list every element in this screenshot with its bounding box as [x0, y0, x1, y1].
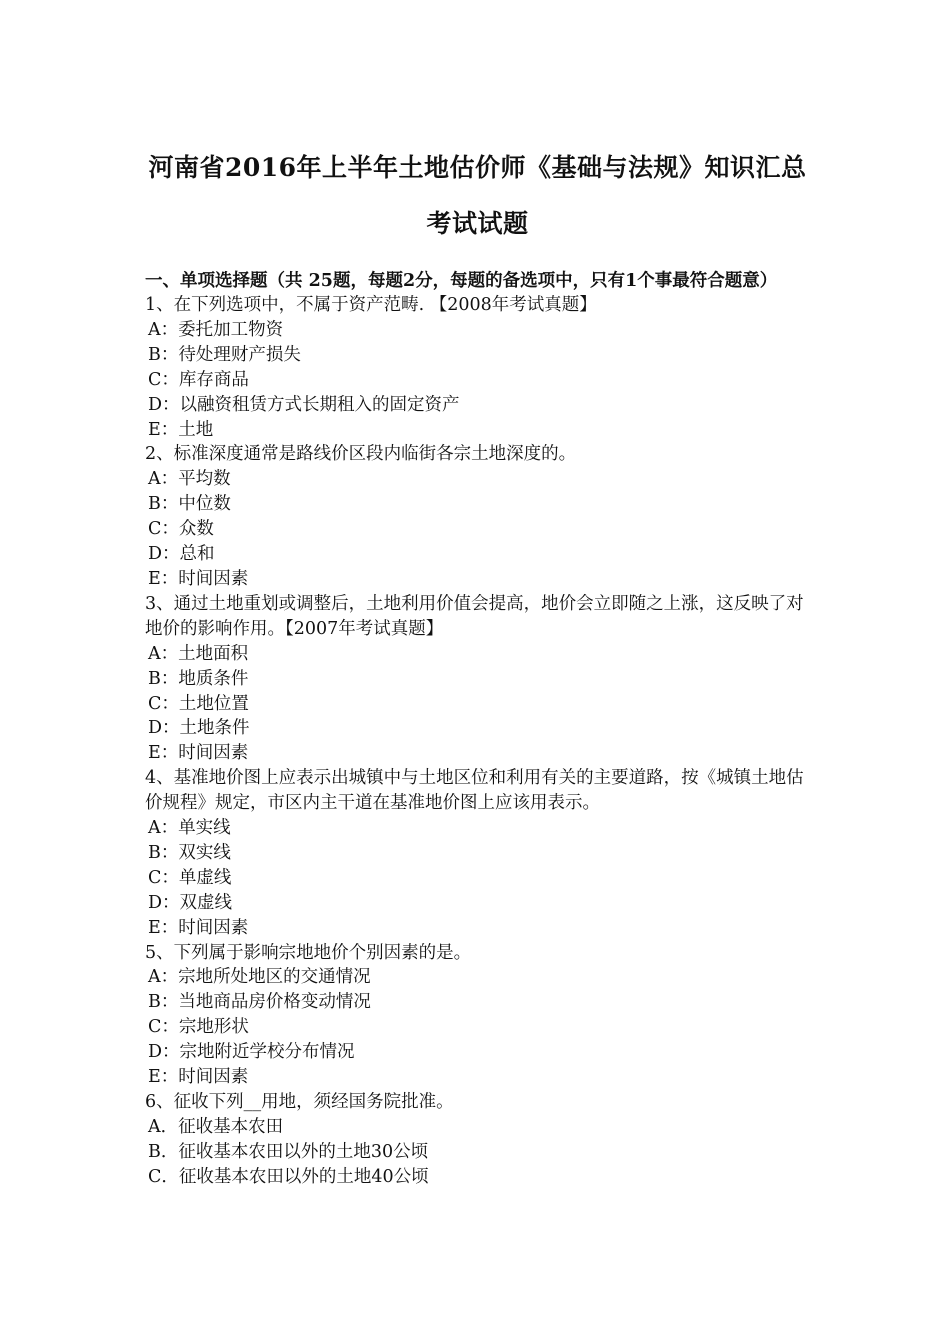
answer-option: C：库存商品: [148, 369, 249, 390]
option-list: [145, 642, 810, 767]
answer-option: B：地质条件: [148, 668, 249, 689]
question-stem: 2、标准深度通常是路线价区段内临街各宗土地深度的。: [145, 444, 577, 465]
answer-option: C：众数: [148, 519, 214, 540]
answer-option: A：土地面积: [148, 643, 249, 664]
answer-option: D：宗地附近学校分布情况: [148, 1042, 355, 1063]
answer-option: C：单虚线: [148, 867, 232, 888]
question-6: [145, 1090, 810, 1190]
document-title: [145, 140, 810, 252]
question-stem: 3、通过土地重划或调整后，土地利用价值会提高，地价会立即随之上涨，这反映了对地价的影响作用。【2007年考试真题】: [145, 593, 804, 639]
answer-option: D：双虚线: [148, 892, 233, 913]
question-3: [145, 592, 810, 766]
answer-option: B：中位数: [148, 494, 231, 515]
title-line-2: 考试试题: [426, 209, 529, 238]
question-stem: 4、基准地价图上应表示出城镇中与土地区位和利用有关的主要道路，按《城镇土地估价规程》规定，市区内主干道在基准地价图上应该用表示。: [145, 768, 804, 814]
answer-option: C．征收基本农田以外的土地40公顷: [148, 1166, 429, 1187]
question-2: [145, 442, 810, 591]
answer-option: D：土地条件: [148, 718, 250, 739]
answer-option: C：宗地形状: [148, 1017, 249, 1038]
question-stem: 5、下列属于影响宗地地价个别因素的是。: [145, 942, 472, 963]
answer-option: B：当地商品房价格变动情况: [148, 992, 371, 1013]
question-4: [145, 766, 810, 940]
answer-option: E：时间因素: [148, 917, 249, 938]
answer-option: A．征收基本农田: [148, 1116, 284, 1137]
answer-option: B．征收基本农田以外的土地30公顷: [148, 1141, 429, 1162]
option-list: [145, 467, 810, 592]
option-list: [145, 965, 810, 1090]
answer-option: E：时间因素: [148, 743, 249, 764]
answer-option: E：时间因素: [148, 568, 249, 589]
answer-option: A：单实线: [148, 818, 231, 839]
option-list: [145, 318, 810, 443]
answer-option: D：以融资租赁方式长期租入的固定资产: [148, 394, 460, 415]
answer-option: A：宗地所处地区的交通情况: [148, 967, 371, 988]
section-heading: 一、单项选择题（共 25题，每题2分，每题的备选项中，只有1个事最符合题意）: [145, 271, 778, 291]
question-1: [145, 293, 810, 442]
answer-option: B：待处理财产损失: [148, 344, 301, 365]
question-list: [145, 293, 810, 1190]
document-page: [145, 140, 810, 1190]
answer-option: A：平均数: [148, 469, 231, 490]
answer-option: A：委托加工物资: [148, 319, 284, 340]
answer-option: D：总和: [148, 544, 215, 565]
answer-option: C：土地位置: [148, 693, 249, 714]
title-line-1: 河南省2016年上半年土地估价师《基础与法规》知识汇总: [148, 153, 807, 182]
question-stem: 1、在下列选项中，不属于资产范畴. 【2008年考试真题】: [145, 295, 597, 315]
option-list: [145, 1115, 810, 1190]
answer-option: B：双实线: [148, 842, 231, 863]
question-stem: 6、征收下列__用地，须经国务院批准。: [145, 1092, 454, 1112]
answer-option: E：土地: [148, 419, 214, 440]
question-5: [145, 941, 810, 1090]
answer-option: E：时间因素: [148, 1067, 249, 1088]
option-list: [145, 816, 810, 941]
